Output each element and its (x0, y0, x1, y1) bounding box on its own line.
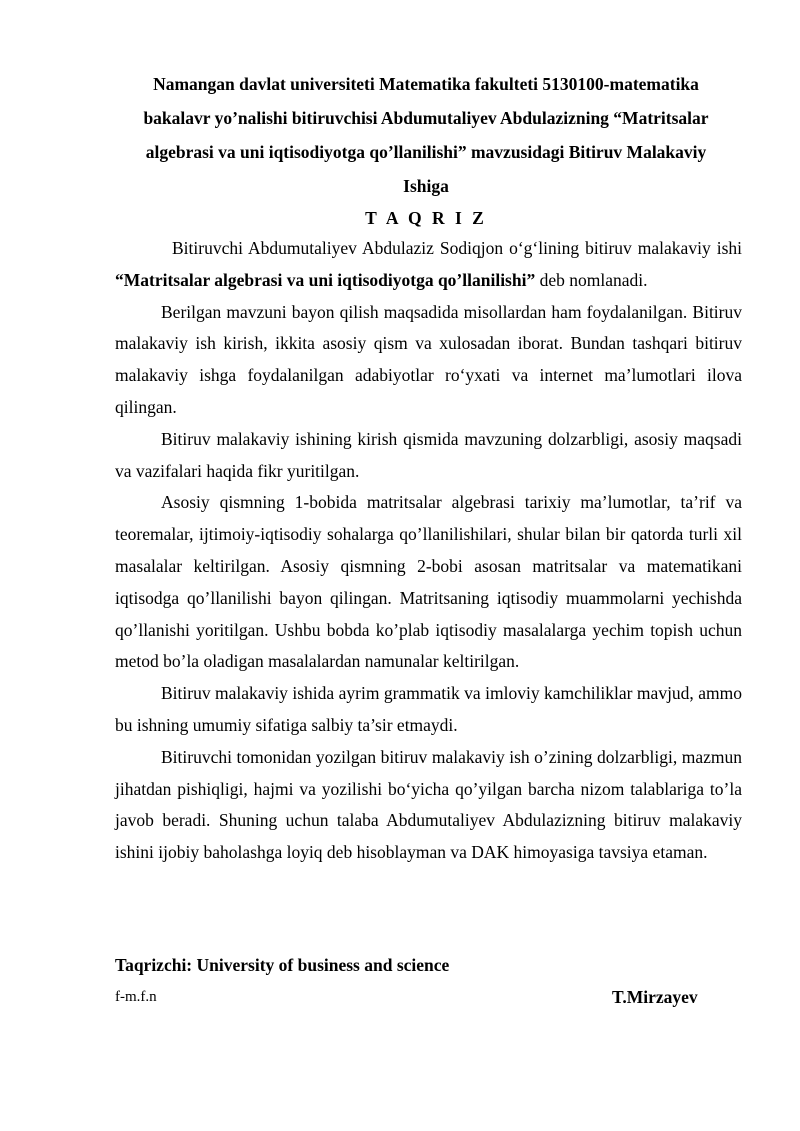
document-header (110, 67, 742, 203)
header-line-3: algebrasi va uni iqtisodiyotga qo’llanilishi” mavzusidagi Bitiruv Malakaviy (145, 142, 707, 162)
reviewer-line: Taqrizchi: University of business and science (115, 955, 450, 975)
document-body (115, 233, 742, 869)
header-line-2: bakalavr yo’nalishi bitiruvchisi Abdumutaliyev Abdulazizning “Matritsalar (143, 108, 709, 128)
reviewer-signature-name: T.Mirzayev (612, 987, 698, 1007)
paragraph-1-end: deb nomlanadi. (535, 269, 648, 290)
paragraph-1-text: Bitiruvchi Abdumutaliyev Abdulaziz Sodiqjon o‘g‘lining bitiruv malakaviy ishi (172, 238, 742, 258)
paragraph-4: Asosiy qismning 1-bobida matritsalar algebrasi tarixiy ma’lumotlar, ta’rif va teoremalar, ijtimoiy-iqtisodiy sohalarga qo’llanilishilari, shular bilan bir qatorda turli xil masalalar keltirilgan. Asosiy qismning 2-bobi asosan matritsalar va matematikani iqtisodga qo’llanilishi bayon qilingan. Matritsaning iqtisodiy muammolarni yechishda qo’llanishi yoritilgan. Ushbu bobda ko’plab iqtisodiy masalalarga yechim topish uchun metod bo’la oladigan masalalardan namunalar keltirilgan. (115, 492, 742, 672)
paragraph-6: Bitiruvchi tomonidan yozilgan bitiruv malakaviy ish o’zining dolzarbligi, mazmun jihatdan pishiqligi, hajmi va yozilishi bo‘yicha qo’yilgan barcha nizom talablariga to’la javob beradi. Shuning uchun talaba Abdumutaliyev Abdulazizning bitiruv malakaviy ishini ijobiy baholashga loyiq deb hisoblayman va DAK himoyasiga tavsiya etaman. (115, 746, 742, 863)
header-line-4: Ishiga (403, 176, 449, 196)
document-title: T A Q R I Z (365, 208, 487, 228)
paragraph-1-topic: “Matritsalar algebrasi va uni iqtisodiyotga qo’llanilishi” (115, 269, 536, 290)
paragraph-5: Bitiruv malakaviy ishida ayrim grammatik va imloviy kamchiliklar mavjud, ammo bu ishning umumiy sifatiga salbiy ta’sir etmaydi. (115, 683, 742, 735)
paragraph-3: Bitiruv malakaviy ishining kirish qismida mavzuning dolzarbligi, asosiy maqsadi va vazifalari haqida fikr yuritilgan. (115, 428, 742, 481)
reviewer-degree: f-m.f.n (115, 989, 157, 1005)
paragraph-2: Berilgan mavzuni bayon qilish maqsadida misollardan ham foydalanilgan. Bitiruv malakaviy ish kirish, ikkita asosiy qism va xulosadan iborat. Bundan tashqari bitiruv malakaviy ishga foydalanilgan adabiyotlar ro‘yxati va internet ma’lumotlari ilova qilingan. (115, 301, 742, 417)
header-line-1: Namangan davlat universiteti Matematika fakulteti 5130100-matematika (153, 74, 699, 94)
paragraph-1 (115, 233, 742, 297)
